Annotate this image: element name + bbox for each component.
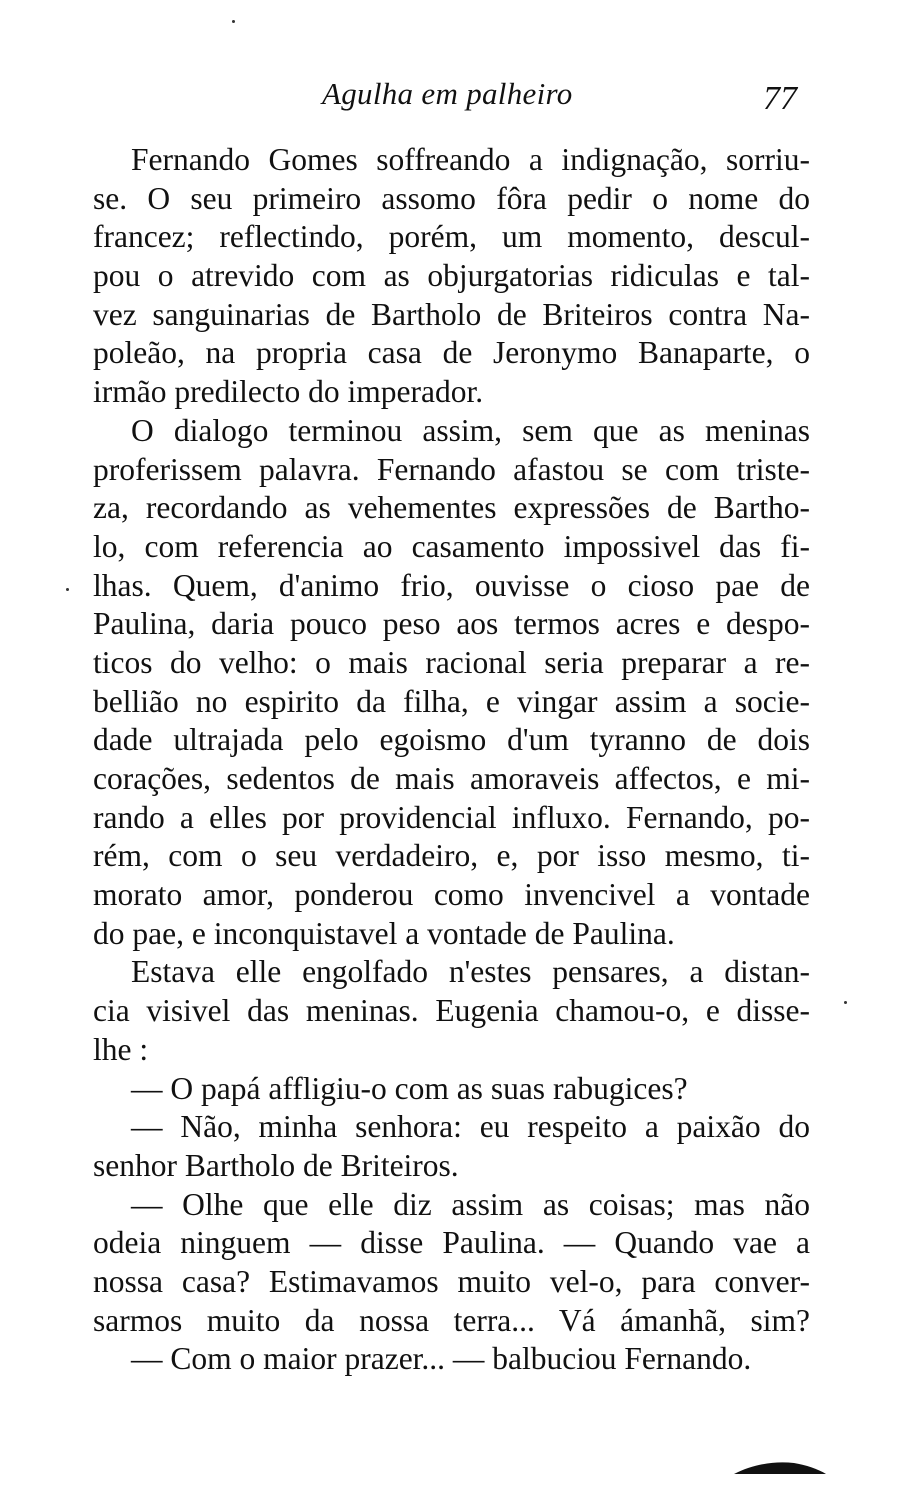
text-line: pou o atrevido com as objurgatorias ridiculas e tal- — [93, 258, 810, 294]
text-line: vez sanguinarias de Bartholo de Briteiros contra Na- — [93, 296, 810, 332]
text-line: ticos do velho: o mais racional seria preparar a re- — [93, 644, 810, 680]
text-line: morato amor, ponderou como invencivel a vontade — [93, 877, 810, 913]
text-line: se. O seu primeiro assomo fôra pedir o nome do — [93, 180, 810, 216]
text-line: za, recordando as vehementes expressões de Bartho- — [93, 490, 810, 526]
margin-speck — [66, 588, 69, 591]
text-line: irmão predilecto do imperador. — [93, 374, 484, 410]
text-line: francez; reflectindo, porém, um momento, descul- — [93, 219, 810, 255]
text-line: do pae, e inconquistavel a vontade de Paulina. — [93, 915, 675, 951]
text-line: nossa casa? Estimavamos muito vel-o, para conver- — [93, 1263, 810, 1299]
text-line: — Olhe que elle diz assim as coisas; mas não — [131, 1186, 810, 1222]
text-line: dade ultrajada pelo egoismo d'um tyranno de dois — [93, 722, 810, 758]
text-line: Paulina, daria pouco peso aos termos acres e despo- — [93, 606, 810, 642]
text-line: — Não, minha senhora: eu respeito a paixão do — [131, 1109, 810, 1145]
margin-speck — [232, 20, 235, 23]
text-line: senhor Bartholo de Briteiros. — [93, 1147, 459, 1183]
text-line: corações, sedentos de mais amoraveis affectos, e mi- — [93, 761, 810, 796]
text-line: O dialogo terminou assim, sem que as meninas — [131, 412, 810, 448]
text-line: sarmos muito da nossa terra... Vá ámanhã, sim? — [93, 1302, 810, 1338]
running-title: Agulha em palheiro — [322, 76, 573, 111]
text-line: proferissem palavra. Fernando afastou se com triste- — [93, 451, 810, 487]
text-line: lhas. Quem, d'animo frio, ouvisse o cioso pae de — [93, 567, 810, 603]
printer-ornament — [734, 1458, 826, 1476]
page-number: 77 — [763, 80, 797, 117]
text-line: bellião no espirito da filha, e vingar assim a socie- — [93, 683, 810, 719]
text-line: lhe : — [93, 1031, 149, 1067]
text-line: rém, com o seu verdadeiro, e, por isso mesmo, ti- — [93, 838, 810, 874]
text-line: poleão, na propria casa de Jeronymo Banaparte, o — [93, 335, 810, 371]
page-header — [0, 76, 900, 126]
text-line: Estava elle engolfado n'estes pensares, a distan- — [131, 954, 810, 990]
text-line: cia visivel das meninas. Eugenia chamou-o, e disse- — [93, 993, 810, 1029]
margin-speck — [844, 1001, 847, 1004]
text-line: — O papá affligiu-o com as suas rabugices? — [131, 1070, 688, 1106]
text-line: odeia ninguem — disse Paulina. — Quando vae a — [93, 1225, 810, 1261]
text-line: — Com o maior prazer... — balbuciou Fernando. — [131, 1341, 752, 1377]
text-line: Fernando Gomes soffreando a indignação, sorriu- — [131, 142, 810, 177]
text-line: rando a elles por providencial influxo. Fernando, po- — [93, 799, 810, 835]
body-text — [93, 141, 810, 1379]
text-line: lo, com referencia ao casamento impossivel das fi- — [93, 528, 810, 564]
